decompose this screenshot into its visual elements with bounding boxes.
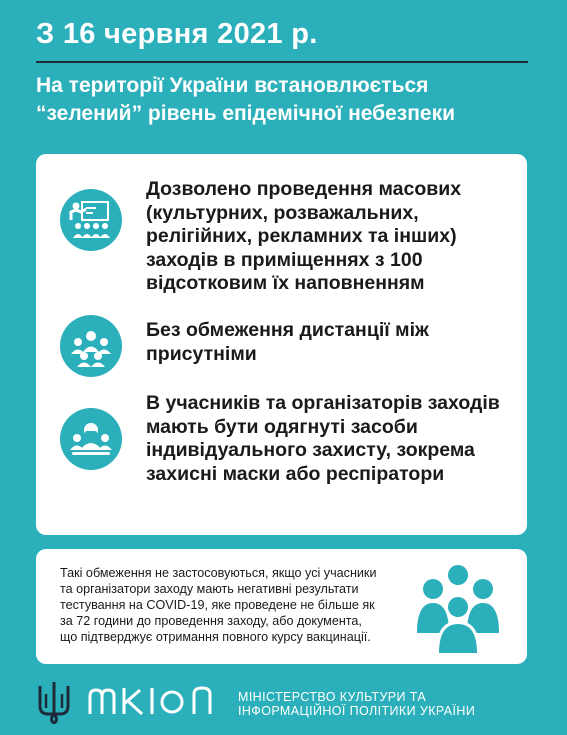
rule-text-line: присутніми: [146, 342, 257, 365]
rule-text-line: (культурних, розважальних,: [146, 201, 419, 224]
rule-text-line: В учасників та організаторів заходів: [146, 392, 500, 414]
ministry-name-line: ІНФОРМАЦІЙНОЇ ПОЛІТИКИ УКРАЇНИ: [238, 704, 476, 718]
rule-item-mass-events: [60, 178, 511, 298]
rule-text-line: Без обмеження дистанції між: [146, 319, 429, 341]
rule-text: [146, 319, 511, 366]
group-people-icon: [60, 315, 122, 377]
rule-text-line: Дозволено проведення масових: [146, 178, 462, 200]
subtitle-line: На території України встановлюється: [36, 74, 429, 97]
tryzub-icon: [36, 680, 72, 724]
rule-text: [146, 392, 511, 486]
rule-text-line: захисні маски або респіратори: [146, 462, 445, 485]
subtitle-line: “зелений” рівень епідемічної небезпеки: [36, 102, 456, 125]
header-divider: [36, 61, 528, 63]
rule-text: [146, 178, 511, 296]
rule-text-line: заходів в приміщеннях з 100: [146, 248, 423, 271]
presentation-audience-icon: [60, 189, 122, 251]
note-line: за 72 години до проведення заходу, або документа,: [60, 614, 362, 628]
exception-note-card: [36, 549, 527, 664]
note-line: тестування на COVID-19, яке проведене не більше як: [60, 598, 375, 612]
rules-card: [36, 154, 527, 535]
ministry-name: [238, 690, 475, 718]
ministry-name-line: МІНІСТЕРСТВО КУЛЬТУРИ ТА: [238, 690, 427, 704]
note-line: що підтверджує отримання повного курсу вакцинації.: [60, 630, 371, 644]
rule-text-line: релігійних, рекламних та інших): [146, 225, 457, 247]
rule-text-line: відсотковим їх наповненням: [146, 272, 425, 294]
rule-text-line: індивідуального захисту, зокрема: [146, 439, 475, 461]
note-line: та організатори заходу мають негативні результати: [60, 582, 359, 596]
note-line: Такі обмеження не застосовуються, якщо усі учасники: [60, 566, 377, 580]
mkip-logo: [86, 682, 236, 722]
rule-text-line: мають бути одягнуті засоби: [146, 415, 418, 438]
page-subtitle: [36, 72, 536, 128]
rule-item-no-distance: [60, 319, 511, 379]
rule-item-protective-equipment: [60, 392, 511, 492]
masked-people-icon: [60, 408, 122, 470]
footer: [36, 680, 536, 724]
people-group-icon: [409, 563, 507, 653]
exception-note-text: [60, 565, 430, 645]
page-title: З 16 червня 2021 р.: [36, 18, 318, 50]
